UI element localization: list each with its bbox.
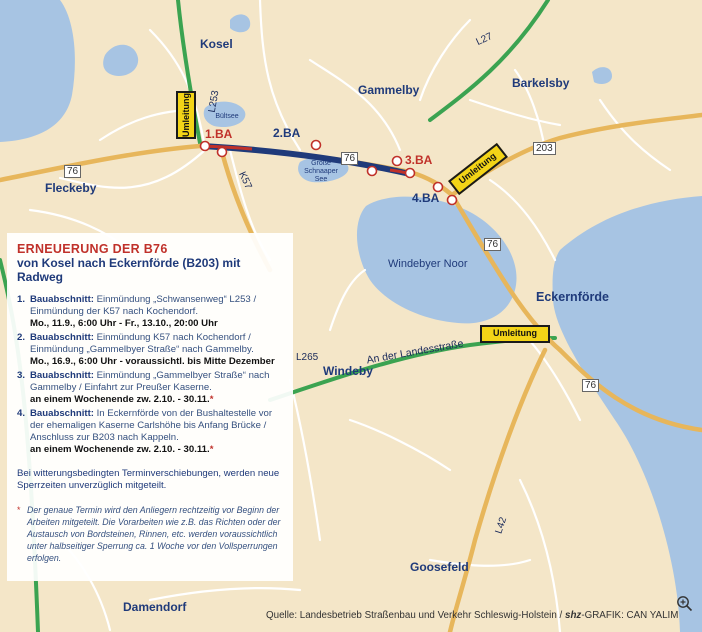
legend-item-num: 2. — [17, 332, 26, 343]
legend-footnote — [17, 504, 283, 564]
detour-sign-south — [480, 325, 550, 343]
legend-item-date — [30, 318, 283, 330]
route-shield-b76-mid: 76 — [341, 152, 358, 165]
town-goosefeld: Goosefeld — [410, 560, 469, 574]
marker-ba3-end — [406, 169, 415, 178]
legend-item-2 — [17, 332, 283, 368]
town-gammelby: Gammelby — [358, 83, 420, 97]
zoom-in-icon[interactable] — [676, 595, 693, 612]
detour-sign-east-label: Umleitung — [456, 150, 498, 186]
legend-item-head: Bauabschnitt: — [30, 294, 94, 305]
route-shield-b76-east: 76 — [582, 379, 599, 392]
label-l42: L42 — [493, 515, 510, 536]
footnote-mark: * — [17, 505, 21, 515]
legend-item-head: Bauabschnitt: — [30, 332, 94, 343]
legend-item-date-text: an einem Wochenende zw. 2.10. - 30.11. — [30, 394, 210, 405]
town-barkelsby: Barkelsby — [512, 76, 570, 90]
label-schnaaper-see: Große Schnaaper See — [304, 160, 338, 183]
small-lake-nw — [103, 45, 138, 76]
source-text: Quelle: Landesbetrieb Straßenbau und Verkehr Schleswig-Holstein / — [266, 610, 563, 621]
legend-item-num: 3. — [17, 370, 26, 381]
label-ba1: 1.BA — [205, 127, 233, 141]
label-landesstrasse: An der Landesstraße — [365, 337, 465, 367]
legend-item-desc: Einmündung „Gammelbyer Straße“ nach Gammelby / Einfahrt zur Preußer Kaserne. — [30, 370, 270, 393]
detour-sign-west — [176, 91, 196, 139]
legend-item-desc: Einmündung K57 nach Kochendorf / Einmündung „Gammelbyer Straße“ nach Gammelby. — [30, 332, 254, 355]
legend-item-head: Bauabschnitt: — [30, 408, 94, 419]
road-l27 — [430, 0, 548, 120]
legend-panel — [7, 233, 293, 581]
label-bultsee: Bültsee — [215, 113, 239, 120]
town-windeby: Windeby — [323, 364, 373, 378]
legend-item-num: 4. — [17, 408, 26, 419]
source-credit — [266, 610, 678, 621]
detour-sign-south-label: Umleitung — [493, 328, 537, 338]
label-l265: L265 — [296, 352, 319, 363]
route-shield-b203: 203 — [533, 142, 556, 155]
marker-ba1-start — [201, 142, 210, 151]
lake-west — [0, 0, 75, 142]
marker-ba4-end — [448, 196, 457, 205]
legend-item-4 — [17, 408, 283, 456]
legend-item-date — [30, 356, 283, 368]
legend-item-date-text: an einem Wochenende zw. 2.10. - 30.11. — [30, 444, 210, 455]
legend-item-date-text: Mo., 11.9., 6:00 Uhr - Fr., 13.10., 20:00 Uhr — [30, 318, 218, 329]
legend-item-3 — [17, 370, 283, 406]
label-ba3: 3.BA — [405, 153, 433, 167]
legend-note: Bei witterungsbedingten Terminverschiebungen, werden neue Sperrzeiten unverzüglich mitgeteilt. — [17, 468, 280, 491]
label-windebyer-noor: Windebyer Noor — [388, 258, 468, 270]
label-k57: K57 — [236, 170, 254, 191]
zoom-in-glyph — [676, 595, 693, 612]
marker-ba3-start — [368, 167, 377, 176]
label-ba2: 2.BA — [273, 126, 301, 140]
route-shield-b76-west: 76 — [64, 165, 81, 178]
label-ba4: 4.BA — [412, 191, 440, 205]
legend-item-star: * — [209, 444, 214, 455]
legend-item-head: Bauabschnitt: — [30, 370, 94, 381]
legend-item-date — [30, 394, 283, 406]
label-l27: L27 — [474, 30, 495, 49]
legend-title: ERNEUERUNG DER B76 — [17, 242, 168, 256]
legend-item-1 — [17, 294, 283, 330]
legend-item-desc: Einmündung „Schwansenweg“ L253 / Einmündung der K57 nach Kochendorf. — [30, 294, 257, 317]
road-l42 — [450, 350, 545, 632]
route-shield-b76-south: 76 — [484, 238, 501, 251]
eckernfoerder-bucht — [553, 196, 702, 632]
legend-subtitle: von Kosel nach Eckernförde (B203) mit Radweg — [17, 256, 241, 284]
town-damendorf: Damendorf — [123, 600, 187, 614]
marker-ba1-end — [218, 148, 227, 157]
town-kosel: Kosel — [200, 37, 233, 51]
label-l253: L253 — [206, 89, 222, 114]
legend-item-desc: In Eckernförde von der Bushaltestelle vor der ehemaligen Kaserne Carlshöhe bis Anfang Brücke / Anschluss zur B203 nach Kappeln. — [30, 408, 273, 443]
marker-ba3-mid — [393, 157, 402, 166]
legend-item-date-text: Mo., 16.9., 6:00 Uhr - voraussichtl. bis Mitte Dezember — [30, 356, 275, 367]
detour-sign-west-label: Umleitung — [181, 93, 191, 137]
legend-item-star: * — [209, 394, 214, 405]
town-eckernfoerde: Eckernförde — [536, 290, 609, 304]
marker-ba2-end — [312, 141, 321, 150]
small-lake-n — [230, 14, 250, 32]
legend-list — [17, 294, 283, 456]
source-brand: shz — [565, 610, 582, 621]
small-lake-ne — [592, 67, 612, 84]
footnote-text: Der genaue Termin wird den Anliegern rechtzeitig vor Beginn der Arbeiten mitgeteilt. Die Vorarbeiten wie z.B. das Richten oder der Austausch von Bordsteinen, Rinnen, etc. werden voraussichtlich unter halbseitiger Sperrung ca. 1 Woche vor den Vollsperrungen erfolgen. — [27, 505, 281, 563]
source-credit-name: -GRAFIK: CAN YALIM — [581, 610, 679, 621]
legend-item-date — [30, 444, 283, 456]
legend-item-num: 1. — [17, 294, 26, 305]
town-fleckeby: Fleckeby — [45, 181, 97, 195]
